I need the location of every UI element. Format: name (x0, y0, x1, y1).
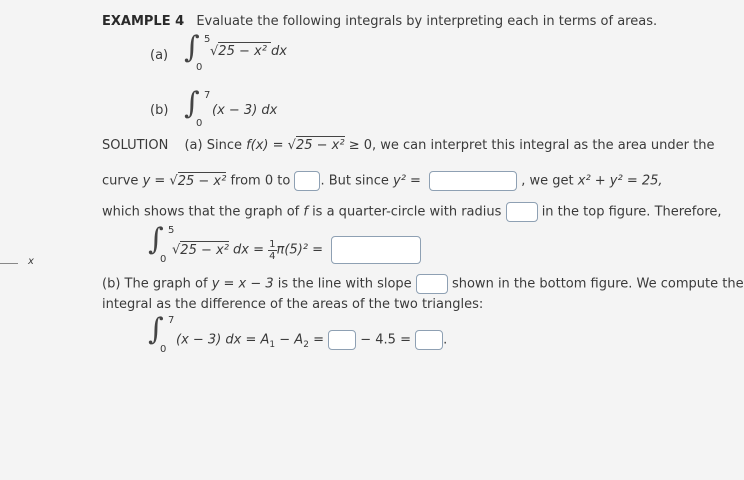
answer-box-a1[interactable] (328, 330, 356, 350)
example-prompt: Evaluate the following integrals by interpreting each in terms of areas. (196, 14, 658, 29)
solution-text: ≥ 0, we can interpret this integral as the area under the (344, 138, 715, 153)
equation: y = (142, 173, 170, 189)
eq-b-lower-limit: 0 (160, 344, 167, 355)
eq-b-body (176, 330, 447, 350)
axis-fragment (0, 263, 18, 264)
sqrt-icon: √ (210, 44, 219, 59)
equation: x² + y² = 25, (577, 173, 663, 189)
radicand: 25 − x² (295, 138, 345, 153)
equation-a (148, 222, 324, 265)
equation-b (148, 312, 448, 355)
example-header (102, 14, 657, 29)
solution-line-2 (102, 171, 663, 191)
x-axis-label: x (28, 256, 34, 267)
equation: π(5)² = (276, 242, 324, 258)
solution-line-3 (102, 202, 722, 222)
subscript: 2 (303, 340, 309, 351)
function-name: f (303, 204, 308, 220)
integral-sign-icon: ∫ (184, 30, 200, 65)
solution-text: curve (102, 173, 143, 189)
integral-sign-icon: ∫ (148, 222, 164, 257)
part-a-lower-limit: 0 (196, 62, 203, 73)
equation: y = x − 3 (211, 276, 274, 292)
sqrt-icon: √ (287, 138, 296, 153)
equation: y² = (393, 173, 421, 189)
solution-text: shown in the bottom figure. We compute the (451, 276, 744, 292)
part-a-integrand (210, 44, 287, 59)
equation: − 4.5 = (360, 332, 411, 348)
solution-text: is a quarter-circle with radius (307, 204, 502, 220)
answer-box-area-a[interactable] (331, 236, 421, 264)
eq-a-body (172, 236, 421, 264)
answer-box-integral-b[interactable] (415, 330, 443, 350)
solution-text: , we get (521, 173, 578, 189)
part-a-radicand: 25 − x² (218, 44, 272, 59)
equation: dx = (228, 242, 269, 258)
solution-text: . But since (320, 173, 394, 189)
period: . (443, 332, 448, 348)
eq-a-upper-limit: 5 (168, 225, 175, 236)
equation: (x − 3) dx = A (176, 332, 270, 348)
solution-text: is the line with slope (273, 276, 412, 292)
answer-box-y-squared[interactable] (429, 171, 517, 191)
fraction-numerator: 1 (269, 238, 276, 250)
solution-b-line-1 (102, 274, 744, 294)
radicand: 25 − x² (177, 173, 227, 189)
part-b-integrand: (x − 3) dx (212, 103, 278, 118)
solution-line-1 (102, 138, 714, 153)
part-b-label: (b) (150, 103, 169, 118)
answer-box-slope[interactable] (416, 274, 448, 294)
integral-sign-icon: ∫ (184, 86, 200, 121)
solution-text: in the top figure. Therefore, (541, 204, 722, 220)
solution-text: (a) Since (184, 138, 247, 153)
solution-text: from 0 to (226, 173, 291, 189)
solution-b-line-2: integral as the difference of the areas of the two triangles: (102, 297, 484, 312)
radicand: 25 − x² (180, 242, 229, 258)
part-b-upper-limit: 7 (204, 90, 211, 101)
function-notation: f(x) = (246, 138, 288, 153)
fraction-denominator: 4 (269, 250, 276, 262)
subscript: 1 (269, 340, 276, 351)
solution-text: (b) The graph of (102, 276, 212, 292)
equation: = (308, 332, 324, 348)
part-b-lower-limit: 0 (196, 118, 203, 129)
part-a-upper-limit: 5 (204, 34, 211, 45)
fraction-one-quarter (268, 239, 276, 262)
part-a-integral (184, 30, 287, 73)
solution-label: SOLUTION (102, 138, 169, 153)
part-b-integral (184, 86, 278, 129)
sqrt-icon: √ (169, 173, 178, 189)
sqrt-icon: √ (172, 242, 181, 258)
answer-box-radius[interactable] (506, 202, 538, 222)
eq-a-lower-limit: 0 (160, 254, 167, 265)
example-label: EXAMPLE 4 (102, 14, 185, 29)
solution-text: which shows that the graph of (102, 204, 304, 220)
equation: − A (275, 332, 304, 348)
answer-box-upper-limit[interactable] (294, 171, 320, 191)
part-a-dx: dx (271, 44, 287, 59)
integral-sign-icon: ∫ (148, 312, 164, 347)
part-a-label: (a) (150, 48, 169, 63)
eq-b-upper-limit: 7 (168, 315, 175, 326)
